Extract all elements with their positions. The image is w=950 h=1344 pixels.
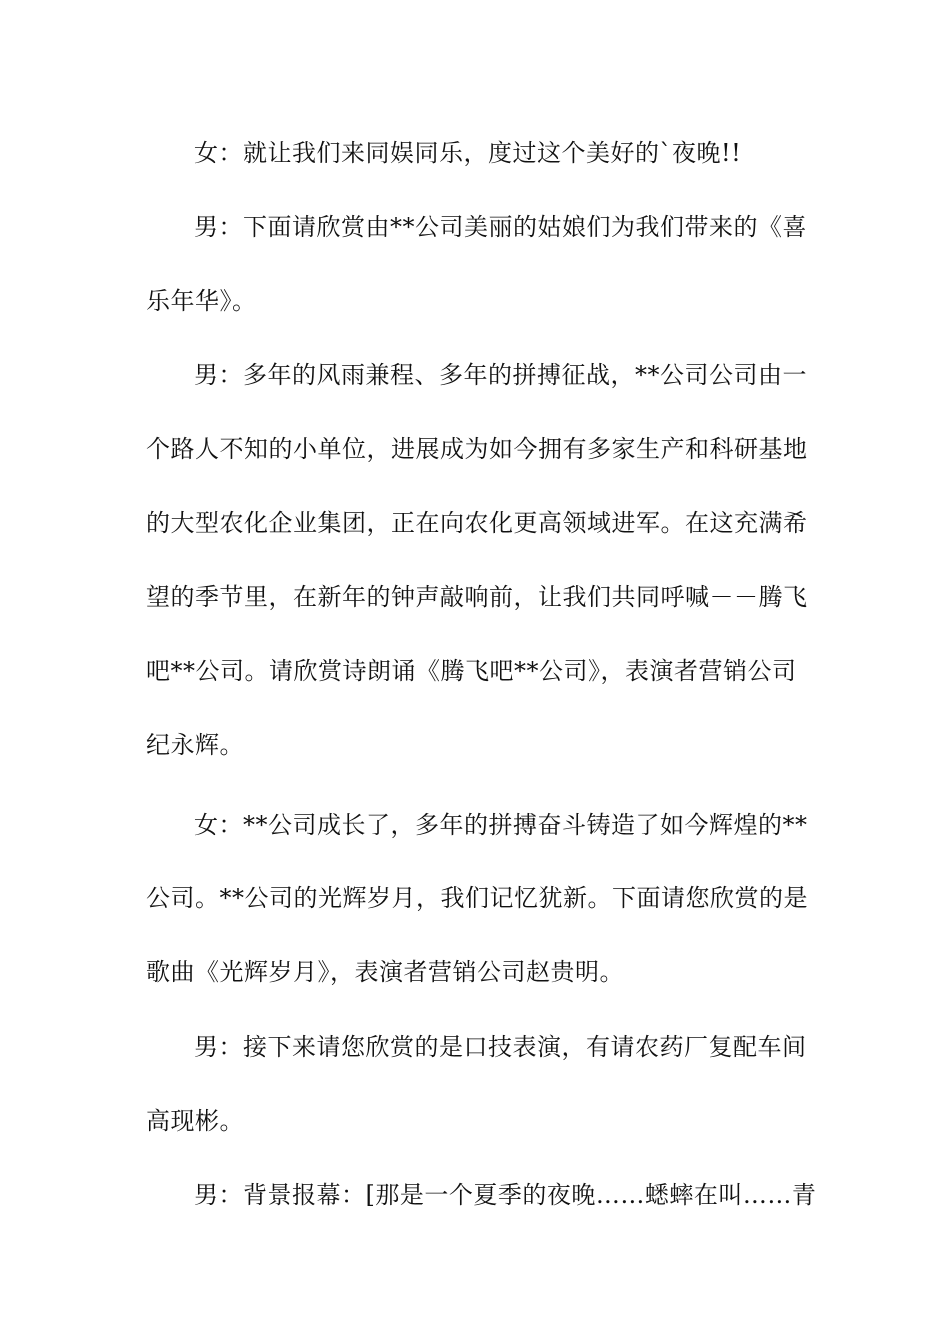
paragraph-line: 男：接下来请您欣赏的是口技表演，有请农药厂复配车间 (194, 1033, 807, 1061)
paragraph-line: 歌曲《光辉岁月》，表演者营销公司赵贵明。 (146, 958, 624, 986)
paragraph-line: 望的季节里，在新年的钟声敲响前，让我们共同呼喊－－腾飞 (146, 583, 808, 611)
paragraph-line: 的大型农化企业集团，正在向农化更高领域进军。在这充满希 (146, 509, 808, 537)
paragraph-line: 女：就让我们来同娱同乐，度过这个美好的`夜晚!! (194, 139, 742, 167)
paragraph-line: 公司。**公司的光辉岁月，我们记忆犹新。下面请您欣赏的是 (146, 884, 808, 912)
paragraph-line: 纪永辉。 (146, 731, 244, 759)
paragraph-line: 吧**公司。请欣赏诗朗诵《腾飞吧**公司》，表演者营销公司 (146, 657, 797, 685)
paragraph-line: 高现彬。 (146, 1107, 244, 1135)
paragraph-line: 男：背景报幕：[那是一个夏季的夜晚……蟋蟀在叫……青 (194, 1181, 817, 1209)
paragraph-line: 男：多年的风雨兼程、多年的拼搏征战，**公司公司由一 (194, 361, 807, 389)
paragraph-line: 乐年华》。 (146, 287, 257, 315)
paragraph-line: 男：下面请欣赏由**公司美丽的姑娘们为我们带来的《喜 (194, 213, 807, 241)
paragraph-line: 女：**公司成长了，多年的拼搏奋斗铸造了如今辉煌的** (194, 811, 808, 839)
paragraph-line: 个路人不知的小单位，进展成为如今拥有多家生产和科研基地 (146, 435, 808, 463)
